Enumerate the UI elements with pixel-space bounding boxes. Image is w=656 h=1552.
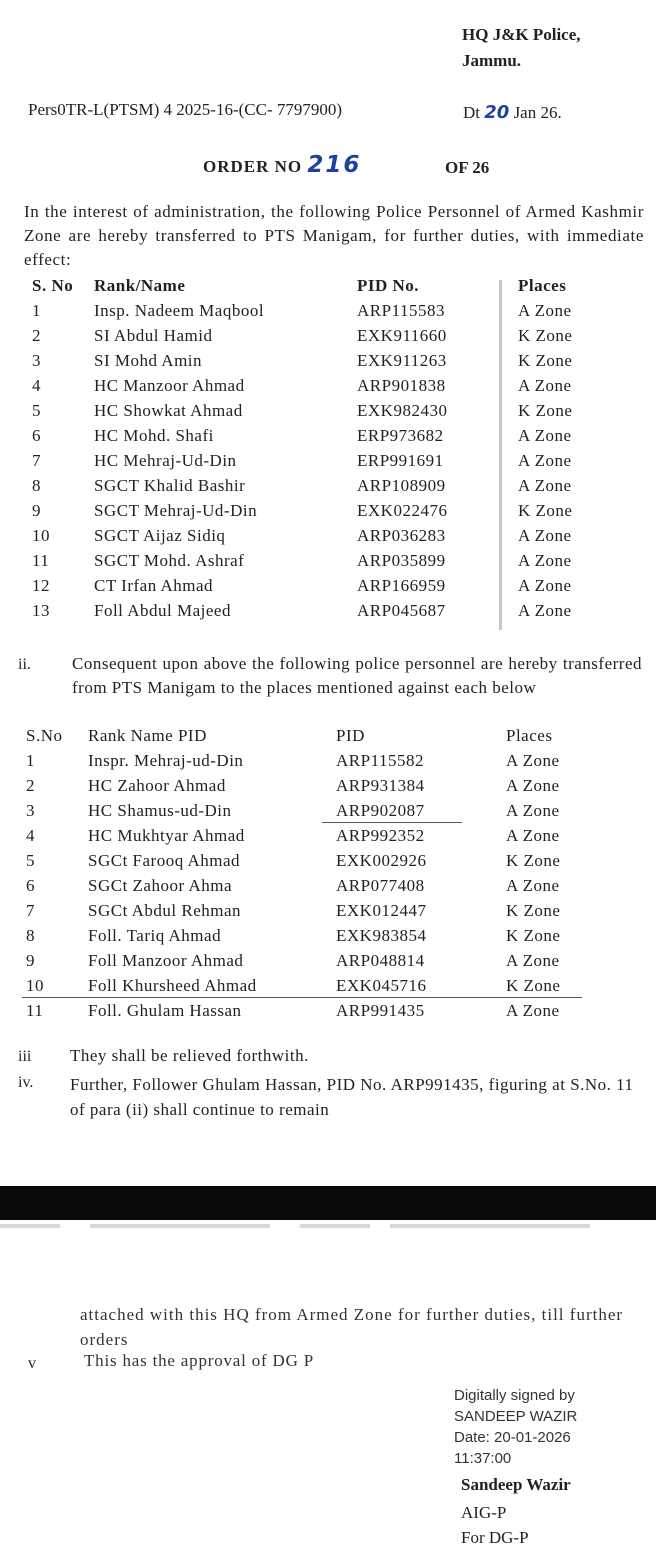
office-address bbox=[462, 22, 581, 74]
digital-signature-time: 11:37:00 bbox=[454, 1450, 512, 1467]
row-sno: 6 bbox=[32, 426, 41, 445]
row-name: Foll Khursheed Ahmad bbox=[88, 976, 257, 995]
row-sno: 8 bbox=[26, 926, 35, 945]
table-row bbox=[26, 751, 646, 776]
office-line-2: Jammu. bbox=[462, 51, 522, 70]
office-line-1: HQ J&K Police, bbox=[462, 25, 581, 44]
row-place: A Zone bbox=[506, 951, 560, 970]
table-row bbox=[32, 526, 652, 551]
for-line: For DG-P bbox=[461, 1528, 529, 1547]
row-place: K Zone bbox=[518, 401, 573, 420]
row-place: K Zone bbox=[506, 901, 561, 920]
signatory-designation bbox=[461, 1500, 529, 1550]
row-place: A Zone bbox=[518, 376, 572, 395]
row-sno: 7 bbox=[26, 901, 35, 920]
row-sno: 3 bbox=[32, 351, 41, 370]
row-pid: ARP902087 bbox=[336, 801, 425, 820]
para-5-number: v bbox=[28, 1355, 36, 1372]
reference-number: Pers0TR-L(PTSM) 4 2025-16-(CC- 7797900) bbox=[28, 100, 343, 119]
date-prefix: Dt bbox=[463, 103, 480, 122]
row-place: A Zone bbox=[506, 876, 560, 895]
digital-signature-date: Date: 20-01-2026 bbox=[454, 1429, 571, 1446]
row-sno: 11 bbox=[26, 1001, 44, 1020]
table-1-column-divider bbox=[499, 280, 502, 630]
underline-rule bbox=[22, 997, 582, 998]
table-row bbox=[26, 1001, 646, 1026]
row-name: SGCt Farooq Ahmad bbox=[88, 851, 241, 870]
row-name: HC Showkat Ahmad bbox=[94, 401, 243, 420]
row-pid: ARP048814 bbox=[336, 951, 425, 970]
row-sno: 8 bbox=[32, 476, 41, 495]
row-place: K Zone bbox=[518, 501, 573, 520]
row-place: A Zone bbox=[518, 576, 572, 595]
row-place: K Zone bbox=[506, 976, 561, 995]
row-sno: 9 bbox=[26, 951, 35, 970]
row-name: Foll. Ghulam Hassan bbox=[88, 1001, 242, 1020]
row-pid: ARP166959 bbox=[357, 576, 446, 595]
para-3-number: iii bbox=[18, 1048, 32, 1065]
row-pid: EXK911263 bbox=[357, 351, 447, 370]
row-place: A Zone bbox=[518, 301, 572, 320]
row-place: A Zone bbox=[518, 476, 572, 495]
row-sno: 11 bbox=[32, 551, 50, 570]
table-row bbox=[32, 301, 652, 326]
row-name: SGCT Mohd. Ashraf bbox=[94, 551, 245, 570]
row-place: A Zone bbox=[518, 426, 572, 445]
header-place: Places bbox=[518, 276, 567, 295]
row-name: Foll. Tariq Ahmad bbox=[88, 926, 222, 945]
para-4-continued: attached with this HQ from Armed Zone for further duties, till further orders bbox=[80, 1305, 624, 1349]
row-sno: 7 bbox=[32, 451, 41, 470]
order-year: OF 26 bbox=[445, 158, 490, 177]
row-place: A Zone bbox=[506, 1001, 560, 1020]
row-name: HC Mohd. Shafi bbox=[94, 426, 214, 445]
row-pid: ARP035899 bbox=[357, 551, 446, 570]
date-rest: Jan 26. bbox=[513, 103, 562, 122]
header-name: Rank Name PID bbox=[88, 726, 207, 745]
header-name: Rank/Name bbox=[94, 276, 186, 295]
para-2-number: ii. bbox=[18, 656, 31, 673]
row-sno: 10 bbox=[26, 976, 44, 995]
row-name: SGCT Aijaz Sidiq bbox=[94, 526, 226, 545]
order-title bbox=[203, 152, 361, 178]
table-row bbox=[32, 401, 652, 426]
table-row bbox=[32, 601, 652, 626]
row-pid: EXK911660 bbox=[357, 326, 447, 345]
row-pid: ARP108909 bbox=[357, 476, 446, 495]
row-pid: ARP115582 bbox=[336, 751, 424, 770]
row-name: Inspr. Mehraj-ud-Din bbox=[88, 751, 244, 770]
row-name: Insp. Nadeem Maqbool bbox=[94, 301, 265, 320]
table-row bbox=[32, 501, 652, 526]
row-place: K Zone bbox=[518, 326, 573, 345]
table-row bbox=[26, 851, 646, 876]
signatory-name: Sandeep Wazir bbox=[461, 1475, 571, 1494]
row-pid: ARP931384 bbox=[336, 776, 425, 795]
row-sno: 4 bbox=[26, 826, 35, 845]
row-sno: 5 bbox=[32, 401, 41, 420]
row-name: HC Manzoor Ahmad bbox=[94, 376, 245, 395]
row-pid: ERP973682 bbox=[357, 426, 444, 445]
row-pid: ARP992352 bbox=[336, 826, 425, 845]
row-pid: EXK002926 bbox=[336, 851, 427, 870]
row-place: A Zone bbox=[506, 801, 560, 820]
designation: AIG-P bbox=[461, 1503, 507, 1522]
row-pid: ARP036283 bbox=[357, 526, 446, 545]
scan-artifact bbox=[0, 1224, 60, 1228]
row-name: SI Mohd Amin bbox=[94, 351, 203, 370]
row-pid: EXK012447 bbox=[336, 901, 427, 920]
row-name: Foll Manzoor Ahmad bbox=[88, 951, 244, 970]
digital-signature-name: SANDEEP WAZIR bbox=[454, 1408, 578, 1425]
row-place: A Zone bbox=[518, 551, 572, 570]
table-row bbox=[26, 776, 646, 801]
row-pid: ARP077408 bbox=[336, 876, 425, 895]
scan-artifact bbox=[90, 1224, 270, 1228]
row-sno: 13 bbox=[32, 601, 50, 620]
row-place: A Zone bbox=[518, 601, 572, 620]
row-name: SGCT Khalid Bashir bbox=[94, 476, 246, 495]
row-place: A Zone bbox=[518, 526, 572, 545]
digital-signature-line: Digitally signed by bbox=[454, 1387, 575, 1404]
row-name: SGCT Mehraj-Ud-Din bbox=[94, 501, 258, 520]
row-place: K Zone bbox=[506, 926, 561, 945]
table-2-header bbox=[26, 726, 646, 751]
row-sno: 12 bbox=[32, 576, 50, 595]
para-5-text: This has the approval of DG P bbox=[84, 1351, 314, 1370]
row-sno: 4 bbox=[32, 376, 41, 395]
row-name: Foll Abdul Majeed bbox=[94, 601, 231, 620]
row-sno: 2 bbox=[32, 326, 41, 345]
table-row bbox=[32, 576, 652, 601]
table-row bbox=[32, 326, 652, 351]
table-row bbox=[32, 351, 652, 376]
row-pid: EXK045716 bbox=[336, 976, 427, 995]
row-name: HC Shamus-ud-Din bbox=[88, 801, 232, 820]
para-4-text: Further, Follower Ghulam Hassan, PID No. ARP991435, figuring at S.No. 11 of para (ii) shall continue to remain bbox=[70, 1075, 634, 1119]
row-pid: ARP115583 bbox=[357, 301, 445, 320]
table-row bbox=[26, 876, 646, 901]
table-row bbox=[26, 926, 646, 951]
row-pid: ARP901838 bbox=[357, 376, 446, 395]
row-name: HC Mukhtyar Ahmad bbox=[88, 826, 245, 845]
row-sno: 1 bbox=[32, 301, 41, 320]
table-row bbox=[32, 551, 652, 576]
para-2-text: Consequent upon above the following police personnel are hereby transferred from PTS Manigam to the places mentioned against each below bbox=[72, 654, 642, 697]
row-pid: EXK022476 bbox=[357, 501, 448, 520]
row-name: HC Zahoor Ahmad bbox=[88, 776, 226, 795]
order-number: 216 bbox=[307, 152, 362, 178]
table-1-header bbox=[32, 276, 652, 301]
digital-signature-block bbox=[454, 1385, 577, 1469]
order-date bbox=[463, 102, 562, 123]
header-sno: S. No bbox=[32, 276, 74, 295]
underline-rule bbox=[322, 822, 462, 823]
table-row bbox=[26, 951, 646, 976]
header-sno: S.No bbox=[26, 726, 63, 745]
row-pid: EXK983854 bbox=[336, 926, 427, 945]
row-name: HC Mehraj-Ud-Din bbox=[94, 451, 237, 470]
redaction-bar bbox=[0, 1186, 656, 1220]
row-sno: 10 bbox=[32, 526, 50, 545]
row-pid: ARP991435 bbox=[336, 1001, 425, 1020]
row-sno: 2 bbox=[26, 776, 35, 795]
row-place: A Zone bbox=[506, 826, 560, 845]
scan-artifact bbox=[390, 1224, 590, 1228]
para-1-text: In the interest of administration, the following Police Personnel of Armed Kashmir Zone are hereby transferred to PTS Manigam, for further duties, with immediate effect: bbox=[24, 202, 644, 269]
table-row bbox=[32, 476, 652, 501]
row-name: SGCt Zahoor Ahma bbox=[88, 876, 232, 895]
header-pid: PID bbox=[336, 726, 365, 745]
date-day: 20 bbox=[484, 102, 510, 123]
table-row bbox=[26, 901, 646, 926]
row-sno: 1 bbox=[26, 751, 35, 770]
header-pid: PID No. bbox=[357, 276, 420, 295]
table-row bbox=[32, 451, 652, 476]
table-row bbox=[26, 826, 646, 851]
scan-artifact bbox=[300, 1224, 370, 1228]
row-place: K Zone bbox=[506, 851, 561, 870]
row-pid: ARP045687 bbox=[357, 601, 446, 620]
table-row bbox=[32, 376, 652, 401]
row-sno: 6 bbox=[26, 876, 35, 895]
para-4-number: iv. bbox=[18, 1074, 34, 1091]
row-place: A Zone bbox=[506, 776, 560, 795]
row-sno: 3 bbox=[26, 801, 35, 820]
row-name: SI Abdul Hamid bbox=[94, 326, 213, 345]
row-name: CT Irfan Ahmad bbox=[94, 576, 214, 595]
table-row bbox=[32, 426, 652, 451]
row-pid: EXK982430 bbox=[357, 401, 448, 420]
row-place: A Zone bbox=[506, 751, 560, 770]
row-sno: 9 bbox=[32, 501, 41, 520]
row-sno: 5 bbox=[26, 851, 35, 870]
para-3-text: They shall be relieved forthwith. bbox=[70, 1046, 309, 1065]
row-pid: ERP991691 bbox=[357, 451, 444, 470]
order-label: ORDER NO bbox=[203, 157, 303, 176]
header-place: Places bbox=[506, 726, 553, 745]
row-place: K Zone bbox=[518, 351, 573, 370]
row-place: A Zone bbox=[518, 451, 572, 470]
row-name: SGCt Abdul Rehman bbox=[88, 901, 242, 920]
